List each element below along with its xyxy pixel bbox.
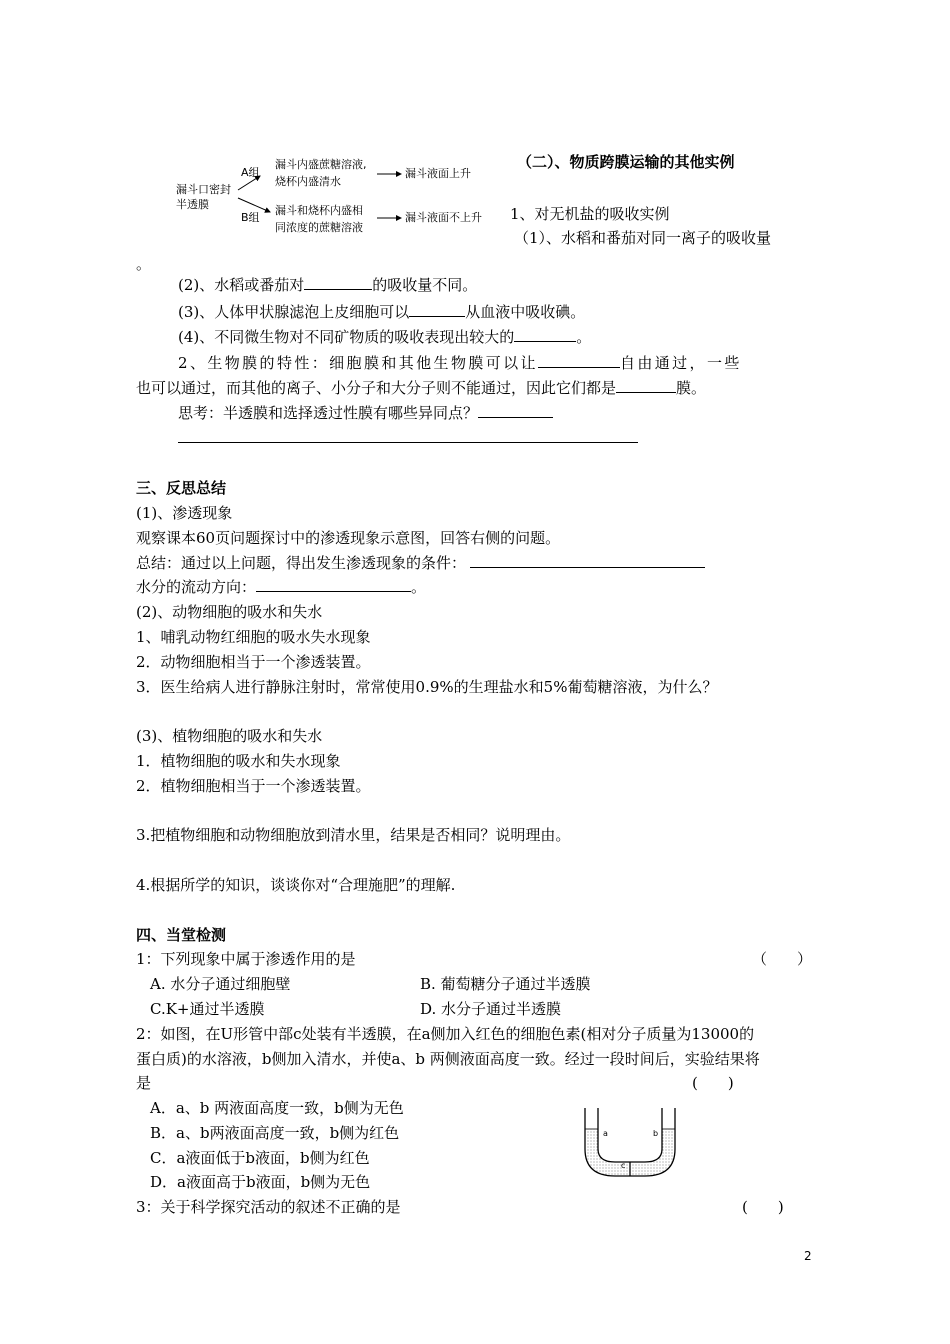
blank-r3[interactable]: [470, 553, 705, 568]
q3: 3：关于科学探究活动的叙述不正确的是: [136, 1198, 401, 1216]
diagram-b-result: 漏斗液面不上升: [405, 211, 482, 224]
q2-option-a: A．a、b 两液面高度一致，b侧为无色: [150, 1099, 404, 1117]
item-1-3: (3)、人体甲状腺滤泡上皮细胞可以 从血液中吸收碘。: [178, 303, 586, 321]
q2-line2: 蛋白质)的水溶液，b侧加入清水，并使a、b 两侧液面高度一致。经过一段时间后，实验结果将: [136, 1050, 760, 1068]
label-a: a: [603, 1129, 608, 1138]
q1-answer-paren[interactable]: （ ）: [752, 950, 813, 968]
q1: 1：下列现象中属于渗透作用的是: [136, 950, 356, 968]
r11: 2．植物细胞相当于一个渗透装置。: [136, 777, 371, 795]
r2: 观察课本60页问题探讨中的渗透现象示意图，回答右侧的问题。: [136, 529, 561, 547]
r13: 4.根据所学的知识，谈谈你对“合理施肥”的理解.: [136, 876, 456, 894]
r6: 1、哺乳动物红细胞的吸水失水现象: [136, 628, 371, 646]
item-1: 1、对无机盐的吸收实例: [510, 205, 670, 223]
q1-option-b: B. 葡萄糖分子通过半透膜: [420, 975, 591, 993]
r8: 3．医生给病人进行静脉注射时，常常使用0.9%的生理盐水和5%葡萄糖溶液，为什么？: [136, 678, 718, 696]
label-b: b: [653, 1129, 659, 1138]
item-2-line2: 也可以通过，而其他的离子、小分子和大分子则不能通过，因此它们都是 膜。: [136, 379, 707, 397]
diagram-arrows: [0, 0, 950, 260]
diagram-a-result: 漏斗液面上升: [405, 167, 471, 180]
think-question: 思考：半透膜和选择透过性膜有哪些异同点？: [178, 403, 553, 423]
blank-think[interactable]: [478, 403, 553, 418]
section-4-heading: 四、当堂检测: [136, 926, 227, 944]
item-1-4: (4)、不同微生物对不同矿物质的吸收表现出较大的 。: [178, 328, 592, 346]
blank-2a[interactable]: [538, 353, 620, 368]
blank-1-3[interactable]: [409, 302, 465, 317]
r9: (3)、植物细胞的吸水和失水: [136, 727, 323, 745]
q2-option-b: B．a、b两液面高度一致，b侧为红色: [150, 1124, 400, 1142]
item-2-line1: 2、生物膜的特性：细胞膜和其他生物膜可以让 自由通过，一些: [178, 354, 742, 372]
diagram-group-a: A组: [241, 166, 260, 179]
diagram-a-l2: 烧杯内盛清水: [275, 175, 341, 188]
blank-r4[interactable]: [256, 577, 411, 592]
q3-answer-paren[interactable]: ( ): [742, 1198, 784, 1216]
diagram-left-l1: 漏斗口密封: [176, 183, 231, 196]
item-1-2: (2)、水稻或番茄对 的吸收量不同。: [178, 276, 478, 294]
q2-line3: 是: [136, 1074, 152, 1092]
blank-1-2[interactable]: [304, 275, 372, 290]
r7: 2．动物细胞相当于一个渗透装置。: [136, 653, 371, 671]
q1-option-c: C.K+通过半透膜: [150, 1000, 265, 1018]
branch-arrow-b: [238, 198, 270, 212]
diagram-left-l2: 半透膜: [176, 198, 209, 211]
diagram-group-b: B组: [241, 211, 260, 224]
r3: 总结：通过以上问题，得出发生渗透现象的条件：: [136, 553, 705, 573]
r1: (1)、渗透现象: [136, 504, 233, 522]
answer-line-think[interactable]: [178, 442, 638, 443]
r12: 3.把植物细胞和动物细胞放到清水里，结果是否相同？说明理由。: [136, 826, 571, 844]
item-1-1-end: 。: [136, 255, 152, 273]
section-2-title: （二）、物质跨膜运输的其他实例: [517, 153, 735, 171]
r10: 1．植物细胞的吸水和失水现象: [136, 752, 341, 770]
diagram-b-l2: 同浓度的蔗糖溶液: [275, 221, 363, 234]
q2-option-c: C．a液面低于b液面，b侧为红色: [150, 1149, 370, 1167]
section-3-heading: 三、反思总结: [136, 479, 227, 497]
item-1-1: （1）、水稻和番茄对同一离子的吸收量: [514, 229, 772, 247]
q2-option-d: D．a液面高于b液面，b侧为无色: [150, 1173, 371, 1191]
u-tube-figure: [575, 1104, 685, 1184]
diagram-b-l1: 漏斗和烧杯内盛相: [275, 204, 363, 217]
q1-option-a: A. 水分子通过细胞壁: [150, 975, 291, 993]
page-number: 2: [804, 1249, 812, 1263]
branch-arrow-a: [238, 176, 260, 190]
q2-answer-paren[interactable]: ( ): [692, 1074, 734, 1092]
q1-option-d: D. 水分子通过半透膜: [420, 1000, 562, 1018]
q2-line1: 2：如图，在U形管中部c处装有半透膜，在a侧加入红色的细胞色素(相对分子质量为13000的: [136, 1025, 755, 1043]
diagram-a-l1: 漏斗内盛蔗糖溶液,: [275, 158, 367, 171]
blank-1-4[interactable]: [514, 327, 576, 342]
r4: 水分的流动方向： 。: [136, 578, 427, 596]
label-c: c: [621, 1161, 626, 1170]
r5: (2)、动物细胞的吸水和失水: [136, 603, 323, 621]
blank-2b[interactable]: [616, 378, 676, 393]
